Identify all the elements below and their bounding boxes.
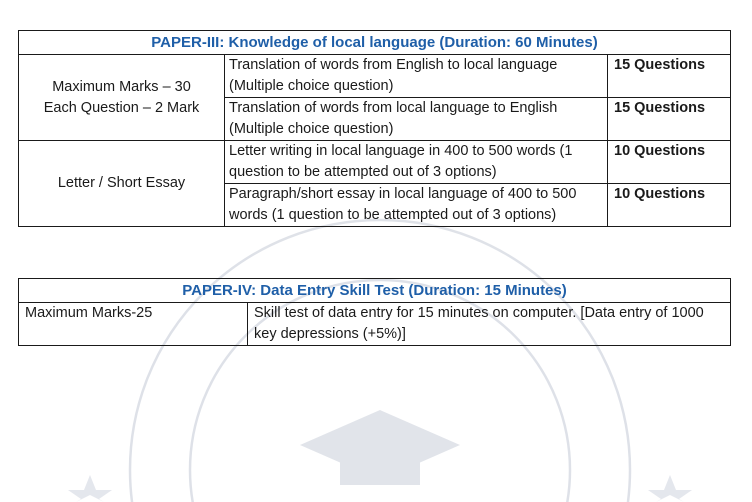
paper4-title: PAPER-IV: Data Entry Skill Test (Duration: 15 Minutes) bbox=[19, 279, 731, 303]
paper3-table bbox=[18, 30, 731, 227]
question-desc: Paragraph/short essay in local language of 400 to 500 words (1 question to be attempted out of 3 options) bbox=[225, 184, 608, 227]
graduation-cap-icon bbox=[300, 410, 460, 485]
paper3-marks-label bbox=[19, 55, 225, 141]
letter-essay-label: Letter / Short Essay bbox=[19, 141, 225, 227]
paper4-desc: Skill test of data entry for 15 minutes on computer. [Data entry of 1000 key depressions (+5%)] bbox=[248, 303, 731, 346]
question-count: 15 Questions bbox=[608, 98, 731, 141]
question-desc: Translation of words from local language to English (Multiple choice question) bbox=[225, 98, 608, 141]
question-count: 10 Questions bbox=[608, 141, 731, 184]
question-count: 15 Questions bbox=[608, 55, 731, 98]
question-desc: Translation of words from English to local language (Multiple choice question) bbox=[225, 55, 608, 98]
paper3-title: PAPER-III: Knowledge of local language (Duration: 60 Minutes) bbox=[19, 31, 731, 55]
paper4-marks-label: Maximum Marks-25 bbox=[19, 303, 248, 346]
paper4-table bbox=[18, 278, 731, 346]
each-question-text: Each Question – 2 Mark bbox=[43, 99, 200, 116]
max-marks-text: Maximum Marks – 30 bbox=[52, 78, 191, 95]
question-count: 10 Questions bbox=[608, 184, 731, 227]
question-desc: Letter writing in local language in 400 to 500 words (1 question to be attempted out of 3 options) bbox=[225, 141, 608, 184]
